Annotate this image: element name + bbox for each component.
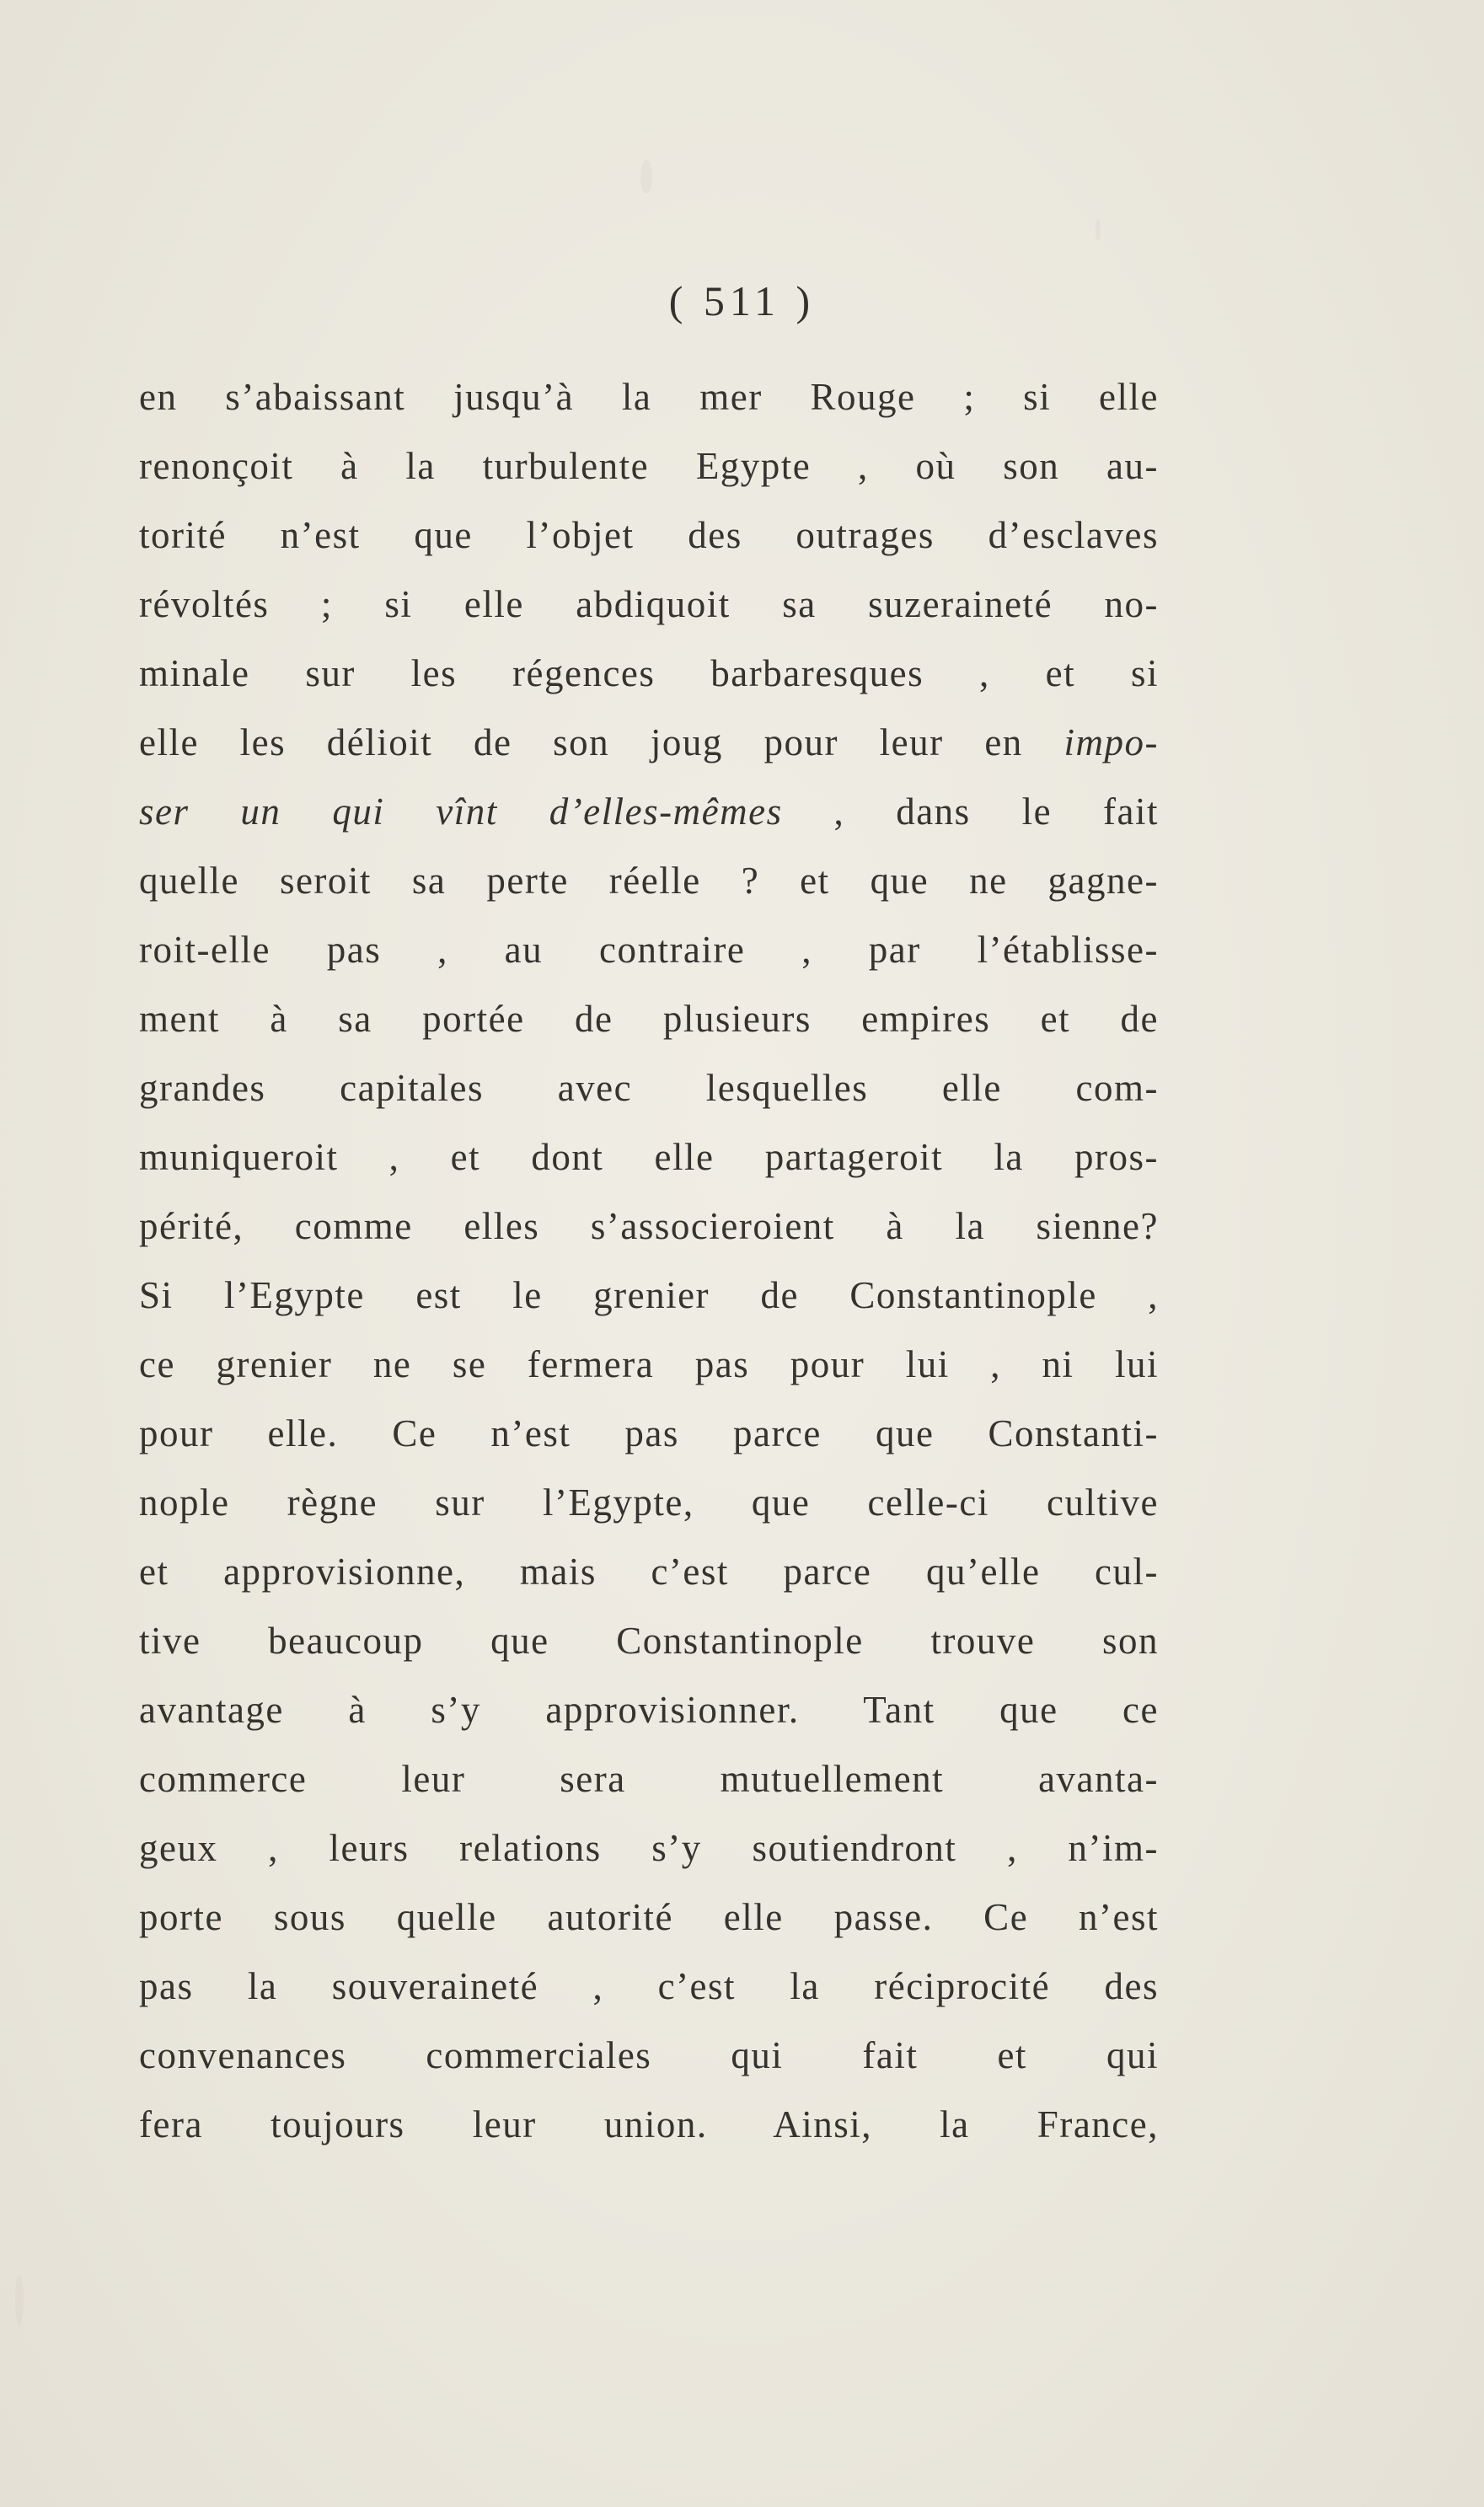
text-line xyxy=(139,915,1159,984)
text-segment: périté, comme elles s’associeroient à la sienne? xyxy=(139,1205,1159,1247)
text-segment: ce grenier ne se fermera pas pour lui , ni lui xyxy=(139,1343,1159,1385)
text-line xyxy=(139,1192,1159,1261)
text-segment: Si l’Egypte est le grenier de Constantinople , xyxy=(139,1274,1159,1316)
text-segment: avantage à s’y approvisionner. Tant que ce xyxy=(139,1689,1159,1731)
text-line xyxy=(139,1744,1159,1813)
text-segment: elle les délioit de son joug pour leur en xyxy=(139,721,1064,763)
text-segment: en s’abaissant jusqu’à la mer Rouge ; si elle xyxy=(139,376,1159,418)
text-line xyxy=(139,2090,1159,2159)
text-line xyxy=(139,1261,1159,1330)
text-segment: muniqueroit , et dont elle partageroit la pros- xyxy=(139,1136,1159,1178)
text-line xyxy=(139,1468,1159,1537)
text-segment: commerce leur sera mutuellement avanta- xyxy=(139,1758,1159,1800)
text-line xyxy=(139,1883,1159,1952)
text-line xyxy=(139,431,1159,501)
text-line xyxy=(139,570,1159,639)
text-line xyxy=(139,1122,1159,1192)
italic-text: impo- xyxy=(1063,721,1159,763)
text-segment: roit-elle pas , au contraire , par l’établisse- xyxy=(139,929,1159,971)
text-segment: , dans le fait xyxy=(782,790,1159,833)
text-segment: ment à sa portée de plusieurs empires et de xyxy=(139,998,1159,1040)
text-line xyxy=(139,1606,1159,1675)
text-line xyxy=(139,1952,1159,2021)
paper-blemish xyxy=(1096,219,1101,241)
text-segment: tive beaucoup que Constantinople trouve son xyxy=(139,1620,1159,1662)
text-line xyxy=(139,1330,1159,1399)
text-segment: et approvisionne, mais c’est parce qu’elle cul- xyxy=(139,1551,1159,1593)
paper-blemish xyxy=(640,160,652,194)
text-line xyxy=(139,639,1159,708)
text-line xyxy=(139,777,1159,846)
text-segment: pour elle. Ce n’est pas parce que Constanti- xyxy=(139,1412,1159,1454)
text-segment: renonçoit à la turbulente Egypte , où son au- xyxy=(139,445,1159,487)
text-line xyxy=(139,1675,1159,1744)
text-line xyxy=(139,1537,1159,1606)
text-segment: geux , leurs relations s’y soutiendront , n’im- xyxy=(139,1827,1159,1869)
text-segment: pas la souveraineté , c’est la réciprocité des xyxy=(139,1965,1159,2007)
text-segment: fera toujours leur union. Ainsi, la France, xyxy=(139,2103,1159,2145)
text-line xyxy=(139,1053,1159,1122)
text-line xyxy=(139,846,1159,915)
body-text xyxy=(139,362,1159,2159)
page-number: ( 511 ) xyxy=(668,277,816,324)
text-line xyxy=(139,501,1159,570)
text-line xyxy=(139,362,1159,431)
text-line xyxy=(139,984,1159,1053)
text-line xyxy=(139,2021,1159,2090)
text-segment: torité n’est que l’objet des outrages d’esclaves xyxy=(139,514,1159,556)
text-segment: convenances commerciales qui fait et qui xyxy=(139,2034,1159,2076)
text-segment: quelle seroit sa perte réelle ? et que ne gagne- xyxy=(139,860,1159,902)
paper-blemish xyxy=(15,2275,24,2326)
text-segment: minale sur les régences barbaresques , et si xyxy=(139,652,1159,694)
italic-text: ser un qui vînt d’elles-mêmes xyxy=(139,790,783,833)
text-line xyxy=(139,708,1159,777)
text-segment: grandes capitales avec lesquelles elle com- xyxy=(139,1067,1159,1109)
text-line xyxy=(139,1399,1159,1468)
text-segment: révoltés ; si elle abdiquoit sa suzeraineté no- xyxy=(139,583,1159,625)
text-segment: porte sous quelle autorité elle passe. Ce n’est xyxy=(139,1896,1159,1938)
text-line xyxy=(139,1813,1159,1883)
text-segment: nople règne sur l’Egypte, que celle-ci cultive xyxy=(139,1481,1159,1524)
